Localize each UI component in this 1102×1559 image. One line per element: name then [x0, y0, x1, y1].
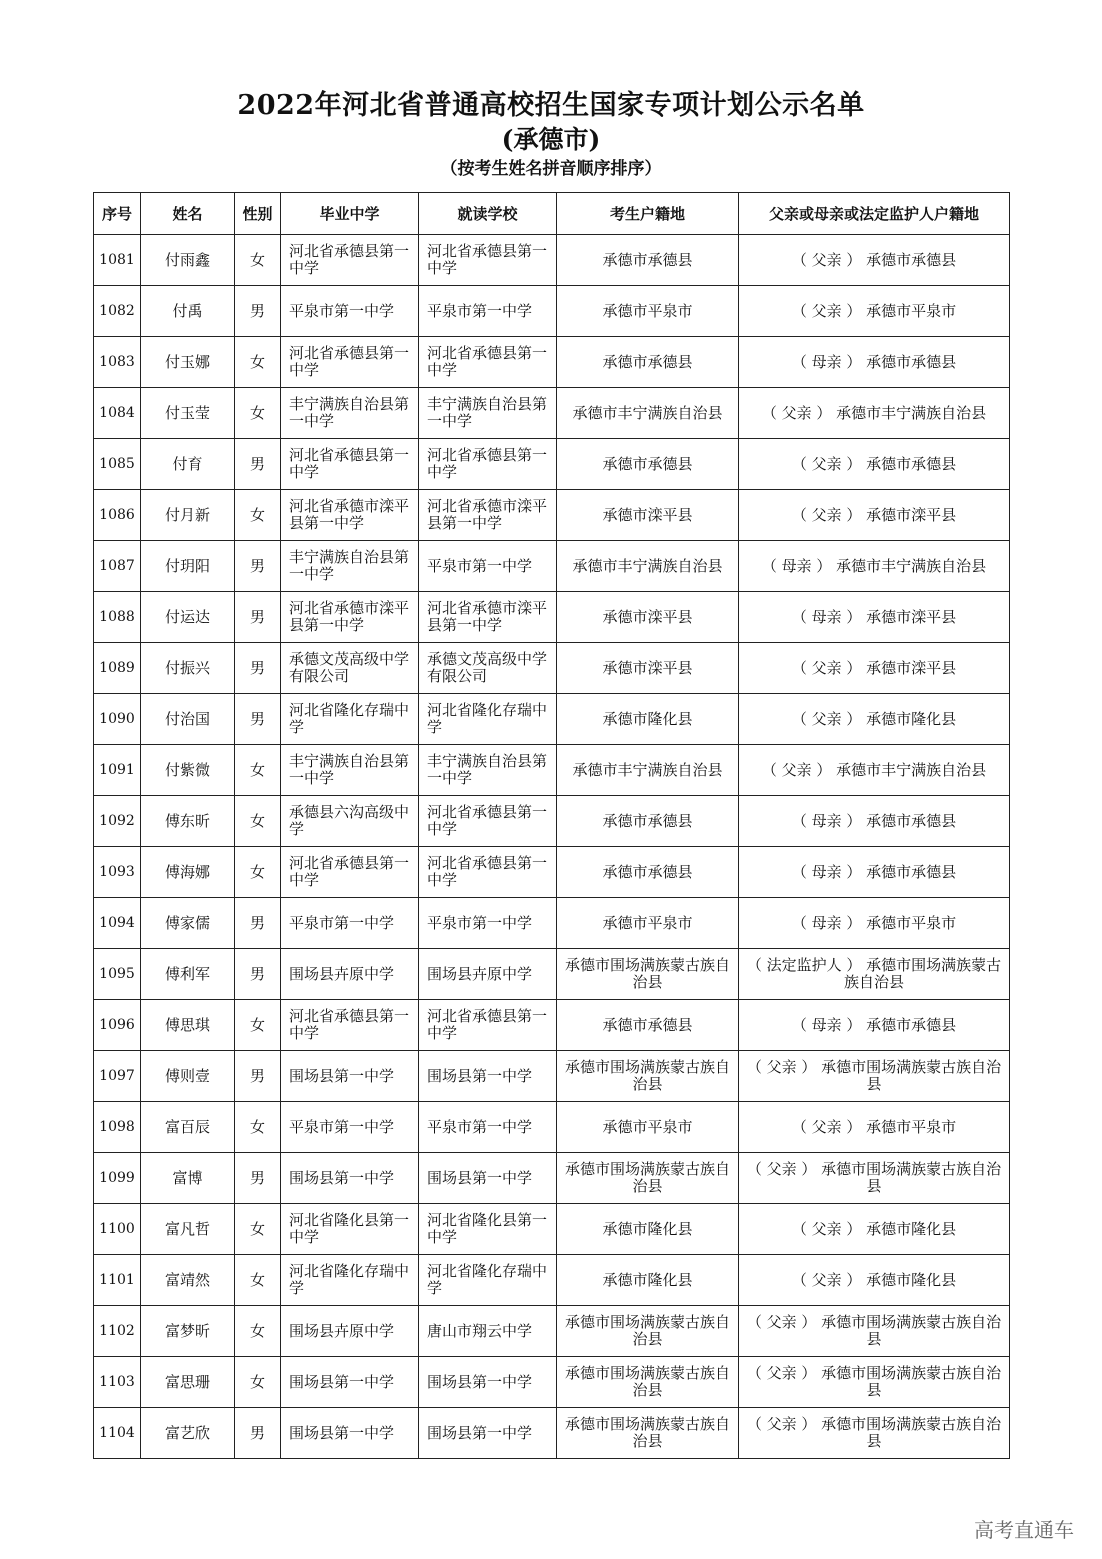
header-name: 姓名 — [141, 193, 235, 235]
cell-current-school: 河北省承德县第一中学 — [419, 796, 557, 847]
cell-seq: 1094 — [94, 898, 141, 949]
header-guardian-hukou: 父亲或母亲或法定监护人户籍地 — [739, 193, 1010, 235]
table-row — [94, 592, 1010, 643]
cell-seq: 1081 — [94, 235, 141, 286]
cell-current-school: 围场县第一中学 — [419, 1051, 557, 1102]
cell-hukou: 承德市围场满族蒙古族自治县 — [557, 1357, 739, 1408]
table-row — [94, 1051, 1010, 1102]
cell-guardian-hukou: （ 父亲 ） 承德市围场满族蒙古族自治县 — [739, 1153, 1010, 1204]
cell-seq: 1098 — [94, 1102, 141, 1153]
cell-guardian-hukou: （ 父亲 ） 承德市平泉市 — [739, 286, 1010, 337]
table-row — [94, 1204, 1010, 1255]
cell-name: 付治国 — [141, 694, 235, 745]
table-header-row — [94, 193, 1010, 235]
cell-seq: 1096 — [94, 1000, 141, 1051]
table-row — [94, 745, 1010, 796]
cell-grad-school: 围场县卉原中学 — [281, 1306, 419, 1357]
cell-current-school: 河北省隆化存瑞中学 — [419, 1255, 557, 1306]
table-row — [94, 643, 1010, 694]
table-row — [94, 1306, 1010, 1357]
table-row — [94, 541, 1010, 592]
cell-gender: 女 — [235, 745, 281, 796]
cell-hukou: 承德市围场满族蒙古族自治县 — [557, 949, 739, 1000]
cell-guardian-hukou: （ 母亲 ） 承德市承德县 — [739, 337, 1010, 388]
cell-gender: 男 — [235, 286, 281, 337]
cell-current-school: 围场县卉原中学 — [419, 949, 557, 1000]
cell-guardian-hukou: （ 母亲 ） 承德市平泉市 — [739, 898, 1010, 949]
cell-seq: 1085 — [94, 439, 141, 490]
cell-grad-school: 河北省承德县第一中学 — [281, 235, 419, 286]
header-current-school: 就读学校 — [419, 193, 557, 235]
cell-name: 付月新 — [141, 490, 235, 541]
cell-gender: 男 — [235, 949, 281, 1000]
cell-grad-school: 平泉市第一中学 — [281, 1102, 419, 1153]
table-row — [94, 796, 1010, 847]
header-gender: 性别 — [235, 193, 281, 235]
table-row — [94, 1000, 1010, 1051]
table-row — [94, 388, 1010, 439]
cell-name: 付振兴 — [141, 643, 235, 694]
cell-name: 傅海娜 — [141, 847, 235, 898]
header-seq: 序号 — [94, 193, 141, 235]
cell-current-school: 丰宁满族自治县第一中学 — [419, 745, 557, 796]
cell-guardian-hukou: （ 父亲 ） 承德市丰宁满族自治县 — [739, 388, 1010, 439]
cell-name: 富博 — [141, 1153, 235, 1204]
cell-grad-school: 承德文茂高级中学有限公司 — [281, 643, 419, 694]
table-row — [94, 1255, 1010, 1306]
cell-guardian-hukou: （ 法定监护人 ） 承德市围场满族蒙古族自治县 — [739, 949, 1010, 1000]
cell-hukou: 承德市承德县 — [557, 337, 739, 388]
cell-hukou: 承德市围场满族蒙古族自治县 — [557, 1153, 739, 1204]
cell-gender: 男 — [235, 898, 281, 949]
cell-name: 富凡哲 — [141, 1204, 235, 1255]
table-row — [94, 1102, 1010, 1153]
cell-current-school: 河北省承德市滦平县第一中学 — [419, 490, 557, 541]
table-row — [94, 286, 1010, 337]
cell-current-school: 唐山市翔云中学 — [419, 1306, 557, 1357]
cell-hukou: 承德市滦平县 — [557, 643, 739, 694]
cell-name: 付玥阳 — [141, 541, 235, 592]
cell-hukou: 承德市滦平县 — [557, 592, 739, 643]
cell-guardian-hukou: （ 父亲 ） 承德市滦平县 — [739, 643, 1010, 694]
cell-name: 傅则壹 — [141, 1051, 235, 1102]
cell-seq: 1084 — [94, 388, 141, 439]
cell-seq: 1092 — [94, 796, 141, 847]
cell-name: 付玉娜 — [141, 337, 235, 388]
cell-grad-school: 丰宁满族自治县第一中学 — [281, 541, 419, 592]
cell-gender: 女 — [235, 1204, 281, 1255]
cell-grad-school: 围场县第一中学 — [281, 1051, 419, 1102]
cell-name: 傅家儒 — [141, 898, 235, 949]
cell-seq: 1102 — [94, 1306, 141, 1357]
cell-current-school: 河北省承德县第一中学 — [419, 337, 557, 388]
cell-gender: 女 — [235, 1102, 281, 1153]
cell-current-school: 河北省承德县第一中学 — [419, 1000, 557, 1051]
watermark-text: 高考直通车 — [974, 1518, 1074, 1542]
cell-gender: 女 — [235, 490, 281, 541]
cell-name: 付育 — [141, 439, 235, 490]
cell-guardian-hukou: （ 父亲 ） 承德市围场满族蒙古族自治县 — [739, 1357, 1010, 1408]
cell-gender: 男 — [235, 694, 281, 745]
cell-gender: 女 — [235, 796, 281, 847]
cell-hukou: 承德市丰宁满族自治县 — [557, 388, 739, 439]
cell-hukou: 承德市围场满族蒙古族自治县 — [557, 1408, 739, 1459]
cell-gender: 女 — [235, 1306, 281, 1357]
cell-hukou: 承德市承德县 — [557, 847, 739, 898]
cell-current-school: 河北省承德县第一中学 — [419, 439, 557, 490]
cell-seq: 1082 — [94, 286, 141, 337]
table-row — [94, 1408, 1010, 1459]
table-row — [94, 439, 1010, 490]
table-row — [94, 949, 1010, 1000]
cell-current-school: 丰宁满族自治县第一中学 — [419, 388, 557, 439]
cell-current-school: 河北省承德县第一中学 — [419, 847, 557, 898]
cell-hukou: 承德市丰宁满族自治县 — [557, 541, 739, 592]
cell-current-school: 围场县第一中学 — [419, 1408, 557, 1459]
cell-seq: 1088 — [94, 592, 141, 643]
cell-grad-school: 平泉市第一中学 — [281, 898, 419, 949]
cell-grad-school: 平泉市第一中学 — [281, 286, 419, 337]
page-subtitle: (承德市) — [501, 125, 601, 154]
title-block — [0, 88, 1102, 182]
roster-table — [93, 192, 1010, 1459]
cell-guardian-hukou: （ 母亲 ） 承德市滦平县 — [739, 592, 1010, 643]
cell-gender: 男 — [235, 1408, 281, 1459]
cell-grad-school: 围场县第一中学 — [281, 1357, 419, 1408]
cell-guardian-hukou: （ 父亲 ） 承德市丰宁满族自治县 — [739, 745, 1010, 796]
cell-seq: 1093 — [94, 847, 141, 898]
cell-guardian-hukou: （ 母亲 ） 承德市承德县 — [739, 847, 1010, 898]
table-row — [94, 1153, 1010, 1204]
cell-gender: 女 — [235, 847, 281, 898]
cell-name: 付禹 — [141, 286, 235, 337]
cell-seq: 1090 — [94, 694, 141, 745]
cell-grad-school: 围场县第一中学 — [281, 1153, 419, 1204]
cell-seq: 1095 — [94, 949, 141, 1000]
cell-guardian-hukou: （ 母亲 ） 承德市承德县 — [739, 796, 1010, 847]
table-body — [94, 235, 1010, 1459]
cell-name: 富思珊 — [141, 1357, 235, 1408]
cell-guardian-hukou: （ 母亲 ） 承德市丰宁满族自治县 — [739, 541, 1010, 592]
cell-guardian-hukou: （ 父亲 ） 承德市滦平县 — [739, 490, 1010, 541]
cell-hukou: 承德市平泉市 — [557, 1102, 739, 1153]
table-row — [94, 847, 1010, 898]
cell-hukou: 承德市承德县 — [557, 1000, 739, 1051]
table-row — [94, 694, 1010, 745]
cell-name: 富百辰 — [141, 1102, 235, 1153]
cell-guardian-hukou: （ 父亲 ） 承德市隆化县 — [739, 1255, 1010, 1306]
cell-hukou: 承德市丰宁满族自治县 — [557, 745, 739, 796]
cell-name: 付运达 — [141, 592, 235, 643]
cell-gender: 女 — [235, 1000, 281, 1051]
table-row — [94, 235, 1010, 286]
cell-name: 傅思琪 — [141, 1000, 235, 1051]
cell-current-school: 河北省承德县第一中学 — [419, 235, 557, 286]
cell-seq: 1104 — [94, 1408, 141, 1459]
cell-current-school: 河北省隆化县第一中学 — [419, 1204, 557, 1255]
cell-guardian-hukou: （ 父亲 ） 承德市承德县 — [739, 235, 1010, 286]
page-title: 2022年河北省普通高校招生国家专项计划公示名单 — [237, 90, 865, 121]
table-row — [94, 1357, 1010, 1408]
cell-grad-school: 河北省承德市滦平县第一中学 — [281, 490, 419, 541]
cell-grad-school: 河北省承德市滦平县第一中学 — [281, 592, 419, 643]
cell-hukou: 承德市平泉市 — [557, 286, 739, 337]
cell-hukou: 承德市隆化县 — [557, 1204, 739, 1255]
cell-grad-school: 河北省承德县第一中学 — [281, 847, 419, 898]
cell-guardian-hukou: （ 母亲 ） 承德市承德县 — [739, 1000, 1010, 1051]
cell-guardian-hukou: （ 父亲 ） 承德市承德县 — [739, 439, 1010, 490]
header-grad-school: 毕业中学 — [281, 193, 419, 235]
cell-gender: 男 — [235, 592, 281, 643]
cell-gender: 男 — [235, 439, 281, 490]
cell-current-school: 承德文茂高级中学有限公司 — [419, 643, 557, 694]
cell-seq: 1089 — [94, 643, 141, 694]
cell-seq: 1103 — [94, 1357, 141, 1408]
cell-grad-school: 围场县卉原中学 — [281, 949, 419, 1000]
cell-gender: 男 — [235, 1153, 281, 1204]
cell-guardian-hukou: （ 父亲 ） 承德市平泉市 — [739, 1102, 1010, 1153]
cell-name: 付雨鑫 — [141, 235, 235, 286]
cell-seq: 1099 — [94, 1153, 141, 1204]
cell-gender: 女 — [235, 235, 281, 286]
cell-current-school: 围场县第一中学 — [419, 1357, 557, 1408]
cell-seq: 1097 — [94, 1051, 141, 1102]
cell-seq: 1087 — [94, 541, 141, 592]
cell-hukou: 承德市承德县 — [557, 796, 739, 847]
cell-grad-school: 丰宁满族自治县第一中学 — [281, 745, 419, 796]
cell-guardian-hukou: （ 父亲 ） 承德市围场满族蒙古族自治县 — [739, 1306, 1010, 1357]
cell-name: 付紫微 — [141, 745, 235, 796]
cell-hukou: 承德市隆化县 — [557, 694, 739, 745]
cell-gender: 女 — [235, 388, 281, 439]
cell-name: 傅东昕 — [141, 796, 235, 847]
sort-note: （按考生姓名拼音顺序排序） — [440, 159, 662, 179]
cell-name: 富梦昕 — [141, 1306, 235, 1357]
cell-current-school: 河北省承德市滦平县第一中学 — [419, 592, 557, 643]
cell-guardian-hukou: （ 父亲 ） 承德市隆化县 — [739, 1204, 1010, 1255]
cell-hukou: 承德市滦平县 — [557, 490, 739, 541]
cell-current-school: 平泉市第一中学 — [419, 541, 557, 592]
cell-current-school: 河北省隆化存瑞中学 — [419, 694, 557, 745]
cell-gender: 男 — [235, 1051, 281, 1102]
cell-seq: 1086 — [94, 490, 141, 541]
table-row — [94, 490, 1010, 541]
header-hukou: 考生户籍地 — [557, 193, 739, 235]
cell-grad-school: 河北省承德县第一中学 — [281, 1000, 419, 1051]
table-row — [94, 898, 1010, 949]
cell-gender: 男 — [235, 643, 281, 694]
cell-guardian-hukou: （ 父亲 ） 承德市围场满族蒙古族自治县 — [739, 1051, 1010, 1102]
cell-gender: 女 — [235, 337, 281, 388]
cell-hukou: 承德市围场满族蒙古族自治县 — [557, 1306, 739, 1357]
cell-grad-school: 承德县六沟高级中学 — [281, 796, 419, 847]
cell-grad-school: 河北省承德县第一中学 — [281, 337, 419, 388]
cell-hukou: 承德市隆化县 — [557, 1255, 739, 1306]
cell-current-school: 平泉市第一中学 — [419, 1102, 557, 1153]
cell-seq: 1083 — [94, 337, 141, 388]
cell-seq: 1101 — [94, 1255, 141, 1306]
cell-guardian-hukou: （ 父亲 ） 承德市隆化县 — [739, 694, 1010, 745]
cell-grad-school: 丰宁满族自治县第一中学 — [281, 388, 419, 439]
cell-name: 富艺欣 — [141, 1408, 235, 1459]
cell-gender: 男 — [235, 541, 281, 592]
cell-grad-school: 河北省隆化县第一中学 — [281, 1204, 419, 1255]
cell-gender: 女 — [235, 1357, 281, 1408]
table-row — [94, 337, 1010, 388]
cell-grad-school: 河北省隆化存瑞中学 — [281, 694, 419, 745]
cell-current-school: 平泉市第一中学 — [419, 286, 557, 337]
cell-current-school: 围场县第一中学 — [419, 1153, 557, 1204]
cell-name: 傅利军 — [141, 949, 235, 1000]
cell-name: 付玉莹 — [141, 388, 235, 439]
cell-gender: 女 — [235, 1255, 281, 1306]
cell-hukou: 承德市承德县 — [557, 439, 739, 490]
cell-grad-school: 河北省承德县第一中学 — [281, 439, 419, 490]
cell-current-school: 平泉市第一中学 — [419, 898, 557, 949]
cell-guardian-hukou: （ 父亲 ） 承德市围场满族蒙古族自治县 — [739, 1408, 1010, 1459]
cell-hukou: 承德市围场满族蒙古族自治县 — [557, 1051, 739, 1102]
cell-hukou: 承德市平泉市 — [557, 898, 739, 949]
cell-grad-school: 围场县第一中学 — [281, 1408, 419, 1459]
cell-seq: 1100 — [94, 1204, 141, 1255]
cell-name: 富靖然 — [141, 1255, 235, 1306]
cell-hukou: 承德市承德县 — [557, 235, 739, 286]
cell-grad-school: 河北省隆化存瑞中学 — [281, 1255, 419, 1306]
cell-seq: 1091 — [94, 745, 141, 796]
